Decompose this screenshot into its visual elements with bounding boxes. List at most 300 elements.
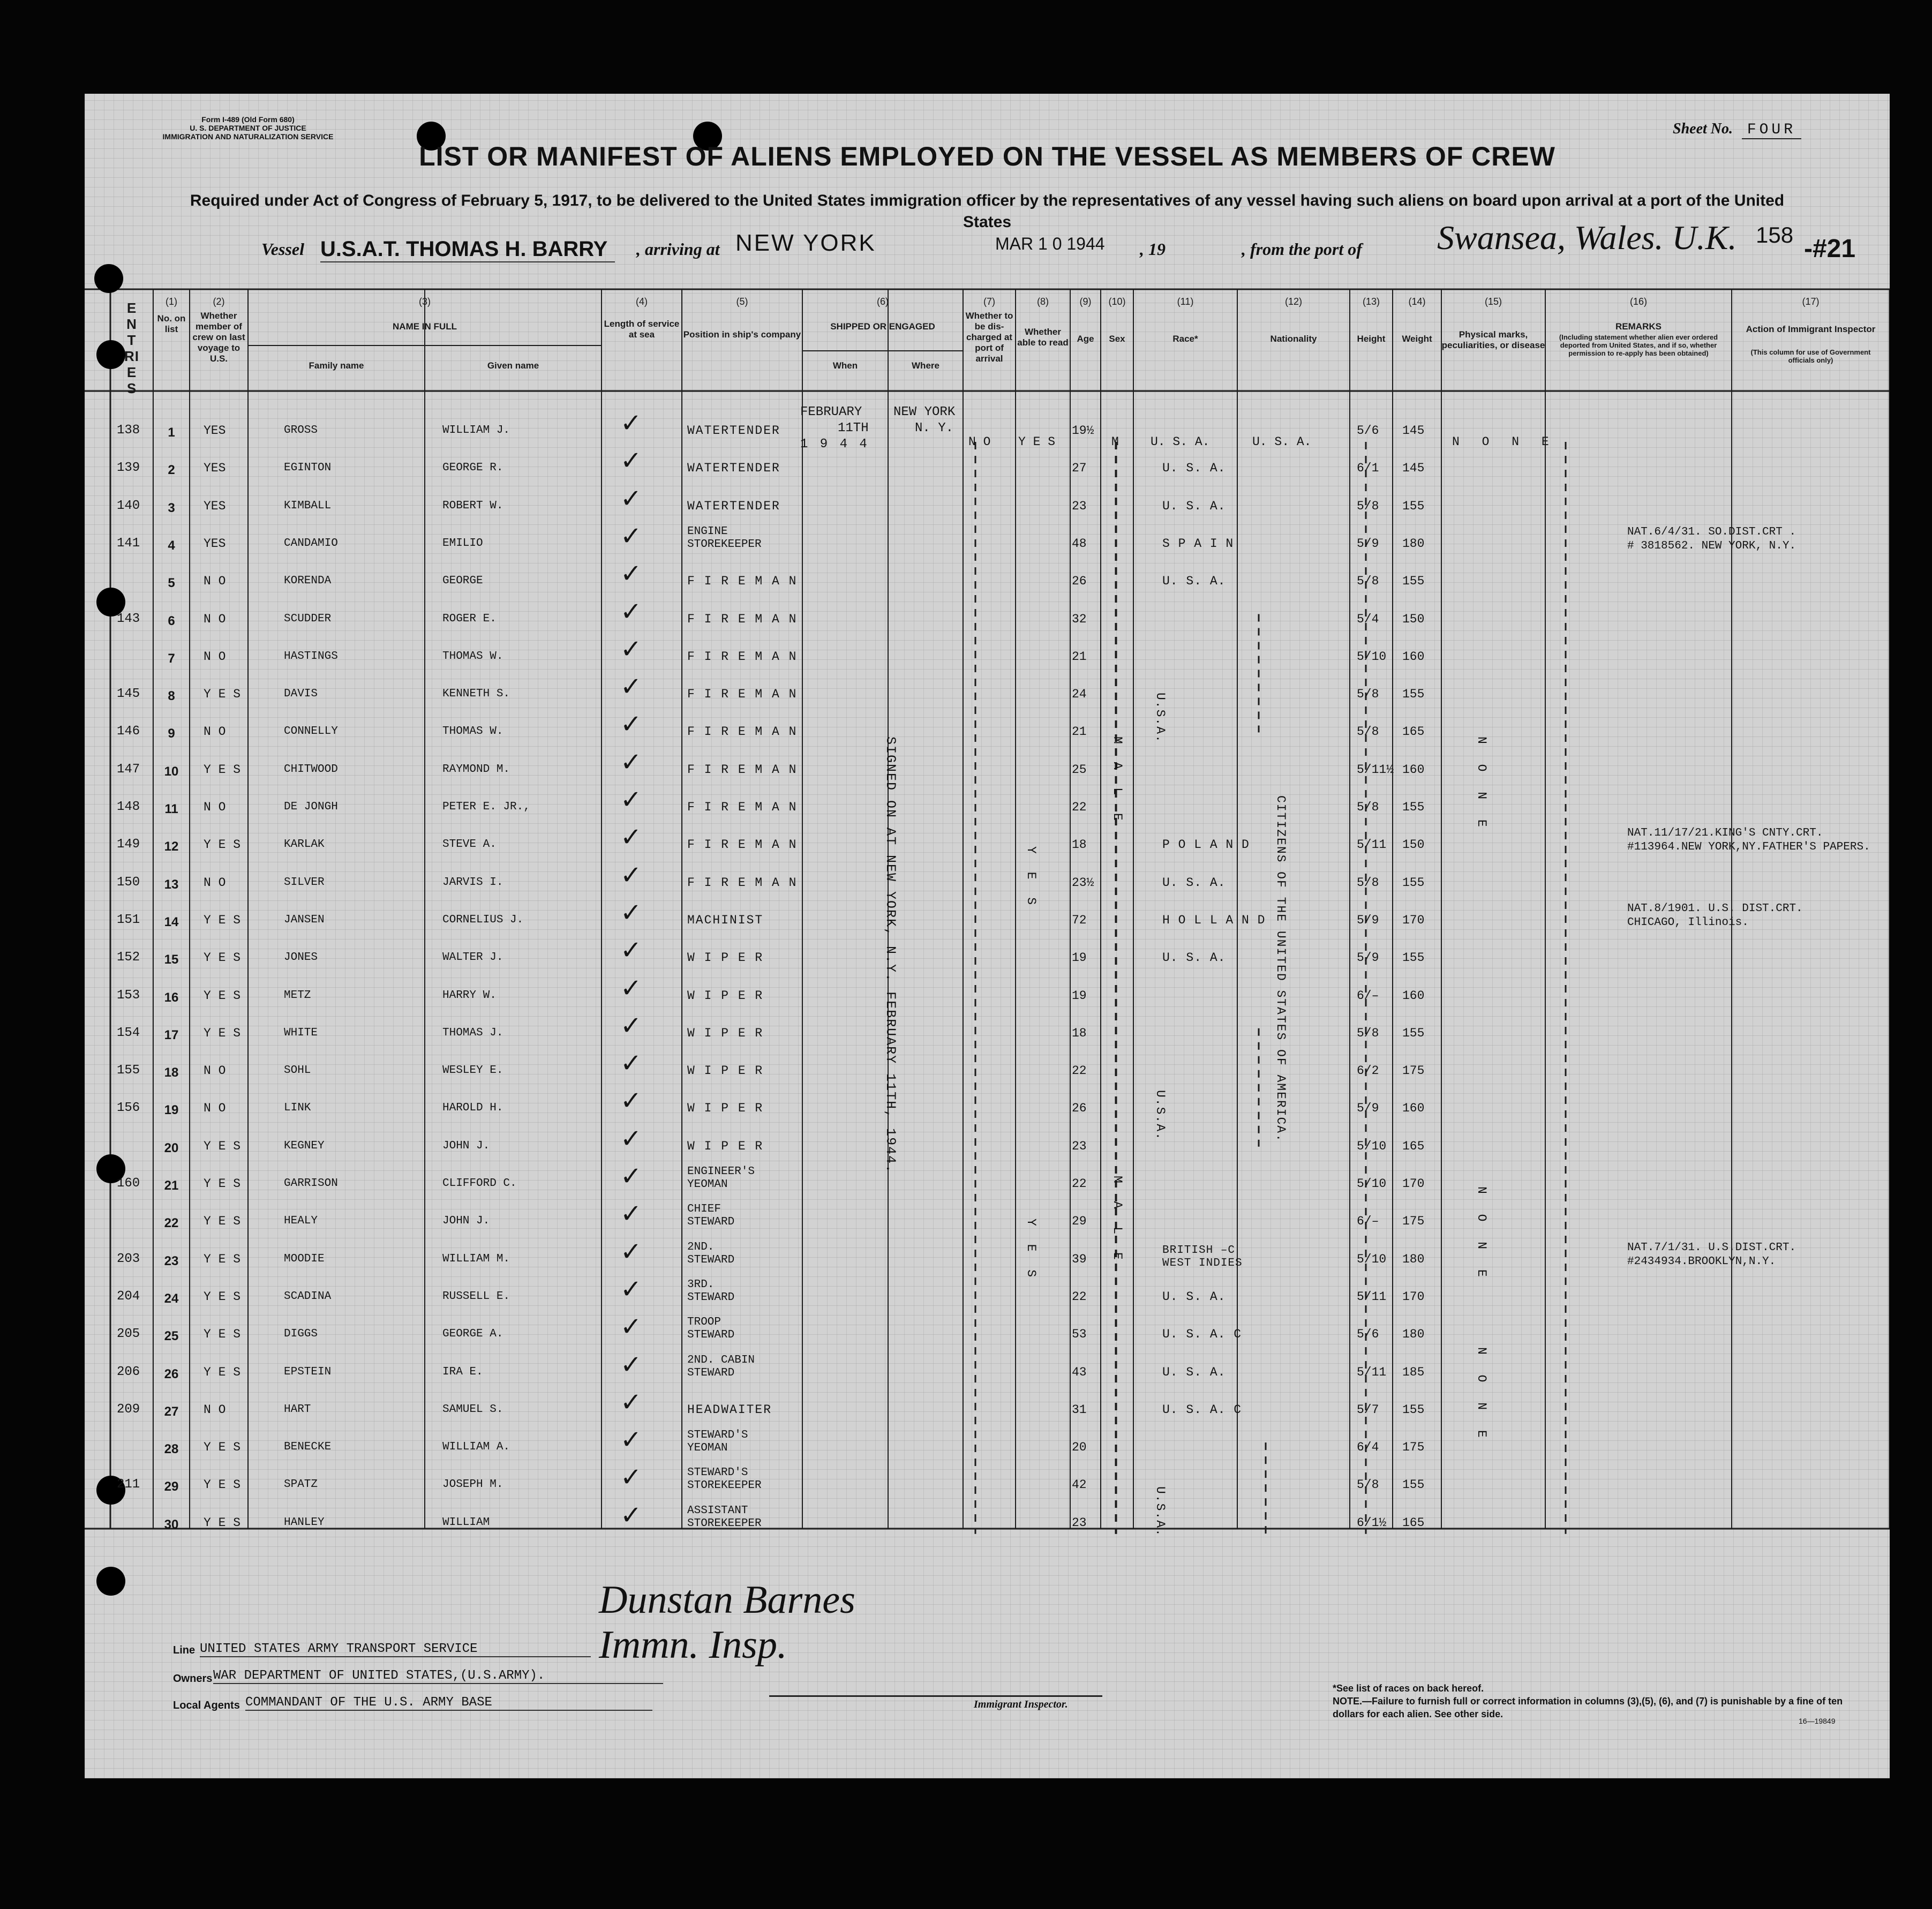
column-number: (16) [1629, 296, 1647, 307]
header-able-to-read: Whether able to read [1017, 327, 1069, 348]
entry-number: 138 [117, 423, 140, 438]
family-name: HEALY [284, 1215, 318, 1228]
document-subtitle: Required under Act of Congress of February 5, 1917, to be delivered to the United States immigration officer by the representatives of any vessel having such aliens on board upon arrival at a port of the United States [190, 192, 1785, 231]
header-weight: Weight [1402, 334, 1432, 344]
age: 26 [1072, 574, 1087, 589]
list-number: 16 [164, 990, 179, 1005]
family-name: DIGGS [284, 1328, 318, 1341]
race: S P A I N [1162, 536, 1234, 551]
sex-first: M [1111, 435, 1119, 449]
owners-label: Owners [173, 1673, 213, 1685]
sheet-number [1673, 121, 1801, 138]
age: 22 [1072, 1289, 1087, 1304]
list-number: 11 [164, 802, 178, 816]
member-last-voyage: Y E S [204, 951, 241, 965]
service-check-icon: ✓ [620, 559, 642, 589]
position: 3RD. STEWARD [687, 1278, 735, 1304]
service-check-icon: ✓ [620, 860, 642, 890]
position: F I R E M A N [687, 574, 798, 589]
service-check-icon: ✓ [620, 672, 642, 702]
age: 19 [1072, 988, 1087, 1003]
agents-value: COMMANDANT OF THE U.S. ARMY BASE [245, 1695, 652, 1711]
family-name: JONES [284, 951, 318, 964]
date-stamp: MAR 1 0 1944 [995, 234, 1105, 253]
race: BRITISH –C WEST INDIES [1162, 1244, 1243, 1269]
column-number: (9) [1079, 296, 1092, 307]
footnote [1333, 1682, 1847, 1720]
race-vertical-1: U.S.A. [1153, 693, 1167, 743]
weight: 170 [1402, 1177, 1425, 1191]
form-id-line: Form I-489 (Old Form 680) [201, 115, 295, 124]
age: 24 [1072, 687, 1087, 702]
entry-number: 146 [117, 724, 140, 739]
entry-number: 139 [117, 461, 140, 476]
service-check-icon: ✓ [620, 1086, 642, 1116]
position: CHIEF STEWARD [687, 1203, 735, 1229]
height: 5/8 [1357, 725, 1379, 739]
vessel-label: Vessel [261, 239, 304, 259]
family-name: BENECKE [284, 1441, 332, 1454]
entry-number: 143 [117, 611, 140, 626]
family-name: SOHL [284, 1064, 311, 1077]
age: 21 [1072, 649, 1087, 664]
weight: 165 [1402, 1139, 1425, 1153]
position: F I R E M A N [687, 687, 798, 702]
age: 22 [1072, 800, 1087, 814]
discharged-first: N O [968, 435, 991, 449]
service-check-icon: ✓ [620, 1387, 642, 1417]
height: 5/10 [1357, 649, 1387, 664]
given-name: JOSEPH M. [442, 1478, 503, 1491]
position: WATERTENDER [687, 499, 780, 513]
given-name: WILLIAM M. [442, 1252, 510, 1265]
member-last-voyage: YES [204, 424, 226, 438]
punch-hole-side-6 [96, 1567, 125, 1596]
member-last-voyage: Y E S [204, 1177, 241, 1191]
weight: 175 [1402, 1440, 1425, 1455]
column-number: (7) [983, 296, 995, 307]
position: 2ND. STEWARD [687, 1241, 735, 1266]
position: ASSISTANT STOREKEEPER [687, 1504, 762, 1530]
given-name: RUSSELL E. [442, 1290, 510, 1303]
list-number: 20 [164, 1140, 179, 1155]
weight: 155 [1402, 687, 1425, 702]
member-last-voyage: YES [204, 461, 226, 476]
entry-number: 209 [117, 1402, 140, 1417]
height: 6/– [1357, 1214, 1379, 1229]
list-number: 3 [168, 500, 175, 515]
member-last-voyage: N O [204, 612, 226, 626]
punch-hole-side-1 [94, 264, 123, 293]
list-number: 6 [168, 613, 175, 628]
position: TROOP STEWARD [687, 1316, 735, 1342]
weight: 160 [1402, 988, 1425, 1003]
weight: 155 [1402, 951, 1425, 965]
service-check-icon: ✓ [620, 1462, 642, 1493]
service-check-icon: ✓ [620, 935, 642, 966]
able-read-vertical-2: Y E S [1024, 1219, 1038, 1283]
entry-number: 149 [117, 837, 140, 852]
height: 5/11 [1357, 838, 1387, 852]
family-name: EPSTEIN [284, 1365, 332, 1378]
weight: 155 [1402, 574, 1425, 589]
citizens-note: CITIZENS OF THE UNITED STATES OF AMERICA. [1274, 795, 1288, 1143]
race: U. S. A. [1162, 574, 1226, 589]
entry-number: 141 [117, 536, 140, 551]
given-name: SAMUEL S. [442, 1403, 503, 1416]
list-number: 12 [164, 839, 179, 854]
from-port-label: , from the port of [1242, 239, 1362, 259]
form-id-line: IMMIGRATION AND NATURALIZATION SERVICE [162, 132, 334, 141]
list-number: 24 [164, 1291, 179, 1306]
height: 5/8 [1357, 499, 1379, 513]
able-read-vertical-1: Y E S [1024, 846, 1038, 911]
member-last-voyage: Y E S [204, 687, 241, 702]
inspector-signature: Dunstan Barnes Immn. Insp. [599, 1578, 855, 1667]
year-label: , 19 [1140, 239, 1166, 259]
list-number: 27 [164, 1404, 179, 1419]
age: 72 [1072, 913, 1087, 927]
from-port-handwritten: Swansea, Wales. U.K. [1437, 219, 1737, 257]
height: 5/6 [1357, 424, 1379, 438]
form-id-line: U. S. DEPARTMENT OF JUSTICE [190, 124, 306, 132]
member-last-voyage: Y E S [204, 1139, 241, 1153]
given-name: HAROLD H. [442, 1102, 503, 1115]
member-last-voyage: Y E S [204, 1289, 241, 1304]
service-check-icon: ✓ [620, 709, 642, 740]
member-last-voyage: N O [204, 1064, 226, 1078]
height: 5/8 [1357, 687, 1379, 702]
header-physical-marks: Physical marks, peculiarities, or disease [1441, 329, 1545, 350]
service-check-icon: ✓ [620, 973, 642, 1003]
member-last-voyage: Y E S [204, 1252, 241, 1266]
inspector-signature-line [769, 1695, 1102, 1697]
height: 5/10 [1357, 1177, 1387, 1191]
service-check-icon: ✓ [620, 596, 642, 627]
age: 31 [1072, 1402, 1087, 1417]
position: F I R E M A N [687, 800, 798, 814]
list-number: 10 [164, 764, 179, 779]
position: W I P E R [687, 1064, 764, 1078]
weight: 160 [1402, 762, 1425, 777]
given-name: STEVE A. [442, 838, 497, 851]
list-number: -#21 [1804, 235, 1856, 263]
given-name: KENNETH S. [442, 688, 510, 701]
list-number: 15 [164, 952, 179, 967]
column-number: (4) [636, 296, 648, 307]
age: 23 [1072, 1139, 1087, 1153]
column-number: (12) [1284, 296, 1302, 307]
family-name: HASTINGS [284, 650, 338, 663]
entry-number: 154 [117, 1025, 140, 1040]
position: F I R E M A N [687, 649, 798, 664]
age: 26 [1072, 1101, 1087, 1116]
list-number: 1 [168, 425, 175, 440]
age: 18 [1072, 838, 1087, 852]
column-number: (8) [1037, 296, 1049, 307]
header-age: Age [1077, 334, 1094, 344]
header-given-name: Given name [487, 360, 539, 371]
race: U. S. A. [1162, 499, 1226, 513]
age: 25 [1072, 762, 1087, 777]
member-last-voyage: N O [204, 649, 226, 664]
service-check-icon: ✓ [620, 785, 642, 815]
entry-number: 156 [117, 1101, 140, 1116]
list-number: 29 [164, 1479, 179, 1494]
member-last-voyage: Y E S [204, 1515, 241, 1530]
member-last-voyage: Y E S [204, 1026, 241, 1040]
height: 5/7 [1357, 1402, 1379, 1417]
weight: 150 [1402, 838, 1425, 852]
header-remarks-note: (Including statement whether alien ever ordered deported from United States, and if so, whether permission to re-apply has been obtained) [1559, 333, 1718, 357]
shipped-when [800, 404, 869, 453]
position: W I P E R [687, 1101, 764, 1116]
entry-number: 211 [117, 1477, 140, 1492]
vessel-name: U.S.A.T. THOMAS H. BARRY [320, 237, 615, 262]
height: 5/10 [1357, 1252, 1387, 1266]
physical-vertical-1: N O N E [1475, 736, 1489, 833]
family-name: CHITWOOD [284, 763, 338, 776]
given-name: RAYMOND M. [442, 763, 510, 776]
weight: 180 [1402, 1327, 1425, 1342]
given-name: JOHN J. [442, 1139, 490, 1152]
sheet-number-label: Sheet No. [1673, 121, 1733, 137]
list-number: 17 [164, 1027, 179, 1042]
given-name: HARRY W. [442, 989, 497, 1002]
family-name: GARRISON [284, 1177, 338, 1190]
entry-number: 204 [117, 1289, 140, 1304]
list-number: 7 [168, 651, 175, 666]
given-name: CLIFFORD C. [442, 1177, 517, 1190]
member-last-voyage: N O [204, 875, 226, 890]
height: 5/8 [1357, 574, 1379, 589]
age: 23½ [1072, 875, 1094, 890]
service-check-icon: ✓ [620, 1010, 642, 1041]
list-number: 23 [164, 1253, 179, 1268]
service-check-icon: ✓ [620, 1500, 642, 1530]
reference-number: 158 [1756, 222, 1794, 247]
position: WATERTENDER [687, 424, 780, 438]
given-name: JOHN J. [442, 1215, 490, 1228]
shipped-when-year: 1 9 4 4 [800, 437, 869, 452]
service-check-icon: ✓ [620, 1274, 642, 1304]
sex-vertical-1: M A L E [1110, 736, 1124, 826]
position: ENGINE STOREKEEPER [687, 525, 762, 551]
height: 5/10 [1357, 1139, 1387, 1153]
height: 6/1½ [1357, 1515, 1387, 1530]
given-name: IRA E. [442, 1365, 483, 1378]
service-check-icon: ✓ [620, 1199, 642, 1229]
age: 29 [1072, 1214, 1087, 1229]
header-race: Race* [1172, 334, 1198, 344]
age: 20 [1072, 1440, 1087, 1455]
able-read-first: Y E S [1018, 435, 1056, 449]
list-number: 4 [168, 538, 175, 553]
race: H O L L A N D [1162, 913, 1266, 927]
member-last-voyage: Y E S [204, 1440, 241, 1455]
age: 39 [1072, 1252, 1087, 1266]
given-name: ROGER E. [442, 612, 497, 625]
remarks: NAT.11/17/21.KING'S CNTY.CRT. #113964.NEW YORK,NY.FATHER'S PAPERS. [1627, 827, 1870, 854]
sheet-number-value: FOUR [1742, 122, 1801, 139]
entry-number: 206 [117, 1364, 140, 1379]
entry-number: 153 [117, 988, 140, 1003]
height: 5/8 [1357, 875, 1379, 890]
member-last-voyage: N O [204, 800, 226, 814]
weight: 170 [1402, 1289, 1425, 1304]
owners-value: WAR DEPARTMENT OF UNITED STATES,(U.S.ARMY). [213, 1669, 663, 1684]
weight: 145 [1402, 461, 1425, 476]
member-last-voyage: N O [204, 574, 226, 589]
height: 5/6 [1357, 1327, 1379, 1342]
form-code: 16—19849 [1799, 1717, 1836, 1725]
service-check-icon: ✓ [620, 1123, 642, 1154]
list-number: 13 [164, 877, 179, 892]
age: 23 [1072, 1515, 1087, 1530]
service-check-icon: ✓ [620, 634, 642, 664]
service-check-icon: ✓ [620, 521, 642, 551]
header-no-on-list: No. on list [157, 313, 186, 334]
given-name: THOMAS J. [442, 1026, 503, 1039]
height: 6/2 [1357, 1064, 1379, 1078]
race: U. S. A. [1162, 1289, 1226, 1304]
service-check-icon: ✓ [620, 1425, 642, 1455]
agents-label: Local Agents [173, 1700, 240, 1711]
given-name: WESLEY E. [442, 1064, 503, 1077]
given-name: WILLIAM A. [442, 1441, 510, 1454]
age: 23 [1072, 499, 1087, 513]
given-name: GEORGE [442, 575, 483, 588]
height: 6/1 [1357, 461, 1379, 476]
weight: 165 [1402, 1515, 1425, 1530]
weight: 155 [1402, 1026, 1425, 1040]
family-name: LINK [284, 1102, 311, 1115]
race: P O L A N D [1162, 838, 1250, 852]
header-name-in-full: NAME IN FULL [393, 321, 457, 332]
physical-vertical-2: N O N E [1475, 1186, 1489, 1283]
entry-number: 160 [117, 1176, 140, 1191]
entry-number: 152 [117, 950, 140, 965]
family-name: DE JONGH [284, 801, 338, 813]
position: ENGINEER'S YEOMAN [687, 1166, 755, 1191]
height: 6/4 [1357, 1440, 1379, 1455]
member-last-voyage: Y E S [204, 1478, 241, 1492]
line-label: Line [173, 1644, 196, 1656]
inspector-label: Immigrant Inspector. [974, 1698, 1068, 1710]
member-last-voyage: Y E S [204, 838, 241, 852]
service-check-icon: ✓ [620, 897, 642, 928]
shipped-where-state: N. Y. [915, 421, 954, 435]
family-name: KIMBALL [284, 499, 332, 512]
family-name: WHITE [284, 1026, 318, 1039]
race-vertical-3: U.S.A. [1153, 1486, 1167, 1537]
given-name: WILLIAM [442, 1516, 490, 1529]
header-nationality: Nationality [1270, 334, 1317, 344]
member-last-voyage: Y E S [204, 913, 241, 927]
age: 22 [1072, 1177, 1087, 1191]
member-last-voyage: YES [204, 499, 226, 513]
age: 32 [1072, 612, 1087, 626]
race: U. S. A. [1162, 951, 1226, 965]
family-name: SCADINA [284, 1290, 332, 1303]
position: F I R E M A N [687, 838, 798, 852]
list-number: 22 [164, 1216, 179, 1231]
footnote-penalty: NOTE.—Failure to furnish full or correct information in columns (3),(5), (6), and (7) is punishable by a fine of ten dollars for each alien. See other side. [1333, 1696, 1843, 1719]
arriving-label: , arriving at [636, 239, 720, 259]
nationality-first: U. S. A. [1252, 435, 1312, 449]
list-number: 30 [164, 1517, 179, 1532]
service-check-icon: ✓ [620, 1236, 642, 1267]
weight: 155 [1402, 875, 1425, 890]
entry-number: 205 [117, 1327, 140, 1342]
column-number: (14) [1408, 296, 1426, 307]
list-number: 26 [164, 1366, 179, 1381]
list-number: 21 [164, 1178, 179, 1193]
given-name: JARVIS I. [442, 876, 503, 889]
column-number: (13) [1362, 296, 1380, 307]
member-last-voyage: N O [204, 1402, 226, 1417]
service-check-icon: ✓ [620, 1312, 642, 1342]
vessel-line [261, 219, 1890, 266]
age: 19 [1072, 951, 1087, 965]
race: U. S. A. C [1162, 1402, 1242, 1417]
remarks: NAT.7/1/31. U.S.DIST.CRT. #2434934.BROOKLYN,N.Y. [1627, 1241, 1796, 1268]
header-remarks: REMARKS [1615, 321, 1662, 332]
height: 5/9 [1357, 951, 1379, 965]
weight: 175 [1402, 1214, 1425, 1229]
height: 5/4 [1357, 612, 1379, 626]
age: 22 [1072, 1064, 1087, 1078]
header-entries: ENTRIES [124, 300, 139, 396]
header-sex: Sex [1109, 334, 1125, 344]
form-identifier [136, 115, 360, 141]
header-family-name: Family name [309, 360, 364, 371]
family-name: CANDAMIO [284, 537, 338, 550]
service-check-icon: ✓ [620, 1048, 642, 1079]
entry-number: 140 [117, 498, 140, 513]
column-number: (17) [1802, 296, 1820, 307]
age: 18 [1072, 1026, 1087, 1040]
column-number: (2) [213, 296, 225, 307]
column-number: (15) [1484, 296, 1502, 307]
family-name: SCUDDER [284, 612, 332, 625]
given-name: PETER E. JR., [442, 801, 530, 813]
member-last-voyage: Y E S [204, 1365, 241, 1379]
member-last-voyage: Y E S [204, 1214, 241, 1229]
position: 2ND. CABIN STEWARD [687, 1354, 755, 1379]
physical-vertical-3: N O N E [1475, 1347, 1489, 1444]
weight: 160 [1402, 649, 1425, 664]
sex-vertical-2: M A L E [1110, 1176, 1124, 1265]
weight: 150 [1402, 612, 1425, 626]
member-last-voyage: Y E S [204, 762, 241, 777]
line-value: UNITED STATES ARMY TRANSPORT SERVICE [200, 1642, 591, 1657]
race-vertical-2: U.S.A. [1153, 1090, 1167, 1141]
position: STEWARD'S STOREKEEPER [687, 1467, 762, 1492]
weight: 155 [1402, 1402, 1425, 1417]
column-number: (3) [419, 296, 431, 307]
family-name: SILVER [284, 876, 325, 889]
weight: 180 [1402, 536, 1425, 551]
footnote-races: *See list of races on back hereof. [1333, 1683, 1484, 1694]
given-name: ROBERT W. [442, 499, 503, 512]
list-number: 5 [168, 576, 175, 591]
given-name: CORNELIUS J. [442, 913, 524, 926]
given-name: THOMAS W. [442, 725, 503, 738]
service-check-icon: ✓ [620, 1349, 642, 1380]
age: 48 [1072, 536, 1087, 551]
given-name: EMILIO [442, 537, 483, 550]
